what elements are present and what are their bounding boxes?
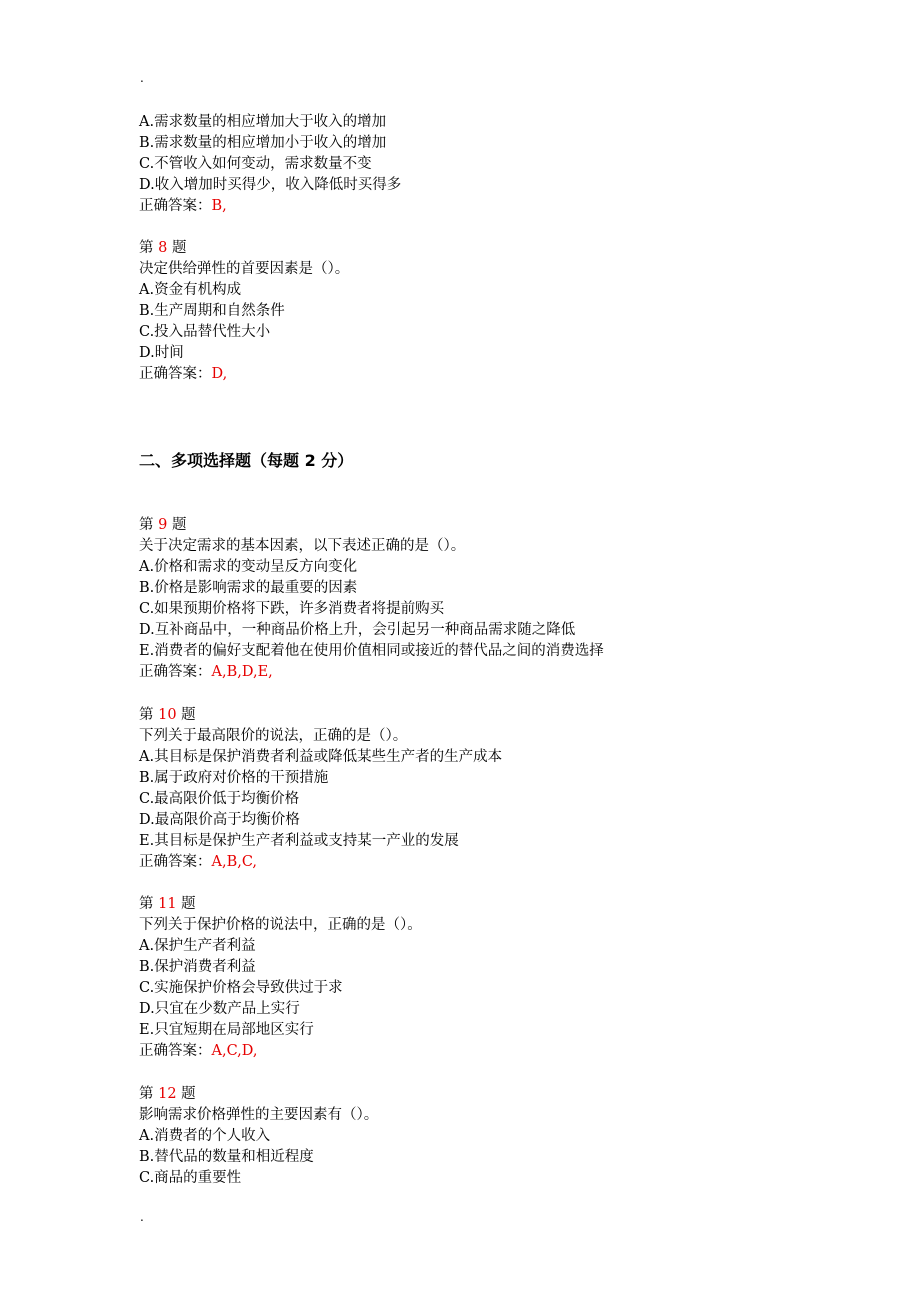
question-prefix: 第 — [139, 1086, 154, 1102]
q10-answer — [139, 852, 257, 873]
answer-label: 正确答案： — [139, 366, 212, 382]
q9-option-a: A.价格和需求的变动呈反方向变化 — [139, 559, 358, 575]
answer-value: D, — [211, 366, 228, 382]
question-number: 12 — [158, 1086, 177, 1102]
question-prefix: 第 — [139, 240, 154, 256]
page-bottom-mark: . — [140, 1210, 144, 1224]
q9-answer — [139, 662, 273, 683]
question-number: 10 — [158, 707, 177, 723]
q12-option-b: B.替代品的数量和相近程度 — [139, 1149, 314, 1165]
q12-option-a: A.消费者的个人收入 — [139, 1128, 271, 1144]
q11-option-b: B.保护消费者利益 — [139, 959, 256, 975]
question-suffix: 题 — [181, 896, 196, 912]
q9-heading — [139, 515, 186, 536]
answer-value: B, — [211, 198, 227, 214]
question-number: 11 — [158, 896, 177, 912]
section-heading: 二、多项选择题（每题 2 分） — [139, 451, 354, 470]
q11-answer — [139, 1041, 258, 1062]
q8-answer — [139, 364, 227, 385]
q8-option-a: A.资金有机构成 — [139, 282, 242, 298]
q12-stem: 影响需求价格弹性的主要因素有（）。 — [139, 1107, 379, 1123]
q10-option-b: B.属于政府对价格的干预措施 — [139, 770, 329, 786]
page-top-mark: . — [140, 71, 144, 85]
q10-option-e: E.其目标是保护生产者利益或支持某一产业的发展 — [139, 833, 459, 849]
q11-stem: 下列关于保护价格的说法中，正确的是（）。 — [139, 917, 422, 933]
q9-stem: 关于决定需求的基本因素，以下表述正确的是（）。 — [139, 538, 466, 554]
answer-value: A,B,C, — [211, 854, 258, 870]
q7-option-d: D.收入增加时买得少，收入降低时买得多 — [139, 177, 402, 193]
q8-option-d: D.时间 — [139, 345, 184, 361]
q8-option-b: B.生产周期和自然条件 — [139, 303, 285, 319]
q8-stem: 决定供给弹性的首要因素是（）。 — [139, 261, 350, 277]
question-prefix: 第 — [139, 707, 154, 723]
question-prefix: 第 — [139, 896, 154, 912]
q9-option-d: D.互补商品中，一种商品价格上升，会引起另一种商品需求随之降低 — [139, 622, 576, 638]
answer-value: A,C,D, — [211, 1043, 258, 1059]
question-suffix: 题 — [181, 707, 196, 723]
question-suffix: 题 — [171, 240, 187, 256]
answer-label: 正确答案： — [139, 198, 212, 214]
q10-option-d: D.最高限价高于均衡价格 — [139, 812, 300, 828]
q8-option-c: C.投入品替代性大小 — [139, 324, 271, 340]
question-suffix: 题 — [171, 517, 187, 533]
q10-heading — [139, 705, 196, 726]
q11-heading — [139, 894, 196, 915]
q11-option-d: D.只宜在少数产品上实行 — [139, 1001, 300, 1017]
q9-option-b: B.价格是影响需求的最重要的因素 — [139, 580, 358, 596]
question-number: 8 — [158, 240, 168, 256]
q10-option-c: C.最高限价低于均衡价格 — [139, 791, 300, 807]
q7-answer — [139, 196, 227, 217]
q11-option-e: E.只宜短期在局部地区实行 — [139, 1022, 314, 1038]
q11-option-a: A.保护生产者利益 — [139, 938, 256, 954]
answer-label: 正确答案： — [139, 1043, 212, 1059]
q12-heading — [139, 1084, 196, 1105]
q10-option-a: A.其目标是保护消费者利益或降低某些生产者的生产成本 — [139, 749, 503, 765]
question-suffix: 题 — [181, 1086, 196, 1102]
q7-option-a: A.需求数量的相应增加大于收入的增加 — [139, 114, 387, 130]
answer-label: 正确答案： — [139, 664, 212, 680]
q7-option-c: C.不管收入如何变动，需求数量不变 — [139, 156, 372, 172]
q10-stem: 下列关于最高限价的说法，正确的是（）。 — [139, 728, 408, 744]
q11-option-c: C.实施保护价格会导致供过于求 — [139, 980, 343, 996]
q12-option-c: C.商品的重要性 — [139, 1170, 242, 1186]
q9-option-c: C.如果预期价格将下跌，许多消费者将提前购买 — [139, 601, 445, 617]
q7-option-b: B.需求数量的相应增加小于收入的增加 — [139, 135, 387, 151]
q9-option-e: E.消费者的偏好支配着他在使用价值相同或接近的替代品之间的消费选择 — [139, 643, 604, 659]
q8-heading — [139, 238, 186, 259]
answer-value: A,B,D,E, — [211, 664, 273, 680]
question-number: 9 — [158, 517, 168, 533]
question-prefix: 第 — [139, 517, 154, 533]
answer-label: 正确答案： — [139, 854, 212, 870]
